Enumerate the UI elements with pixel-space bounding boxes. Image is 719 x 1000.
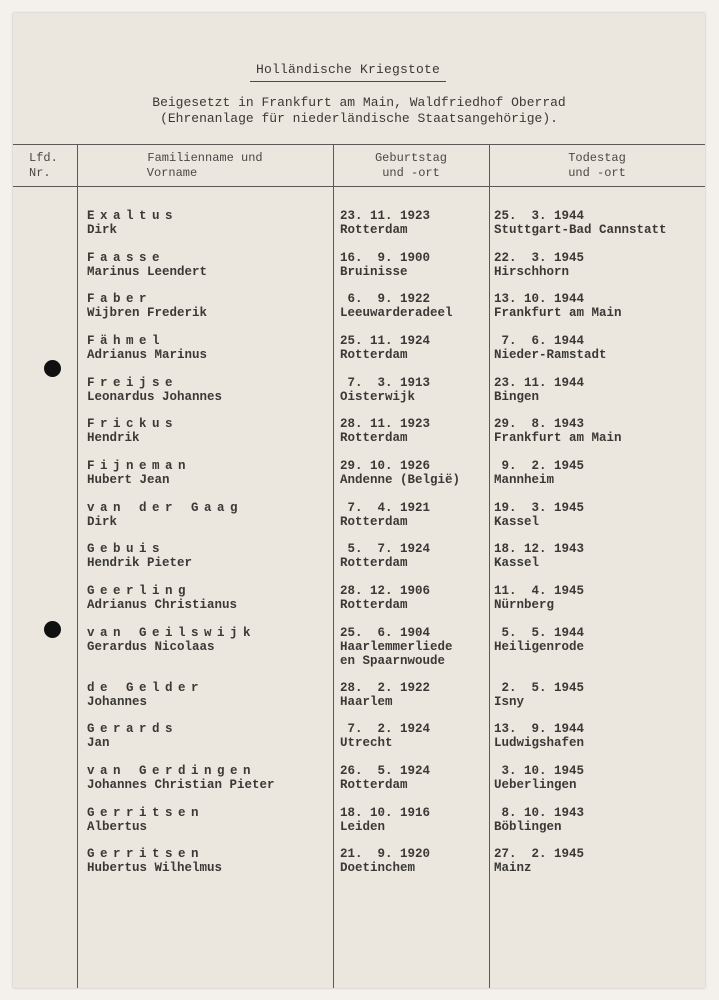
entry-given-name: Adrianus Marinus [87,348,208,362]
entry-birth-place: Oisterwijk [340,390,416,404]
entry-birth [340,764,430,792]
entry-name [87,584,237,612]
entry-birth-place: Utrecht [340,736,393,750]
entry-birth-date: 28. 11. 1923 [340,417,431,431]
document-subtitle [13,95,705,127]
entry-surname: Gerards [87,722,179,736]
entry-death-place: Ueberlingen [494,778,577,792]
entry-surname: Freijse [87,376,179,390]
column-divider [77,145,78,988]
entry-birth-date: 18. 10. 1916 [340,806,431,820]
header-name-line2: Vorname [146,166,198,180]
entry-death [494,542,584,570]
entry-death-place: Stuttgart-Bad Cannstatt [494,223,667,237]
table-top-rule [13,144,705,145]
entry-given-name: Hendrik [87,431,140,445]
entry-surname: Fähmel [87,334,166,348]
entry-death [494,806,584,834]
entry-name [87,417,178,445]
entry-name [87,681,204,709]
entry-death-date: 13. 10. 1944 [494,292,585,306]
entry-birth [340,542,430,570]
header-nr [13,151,77,181]
header-nr-line1: Lfd. [29,151,58,165]
entry-birth-place: Rotterdam [340,778,408,792]
entry-death [494,459,584,487]
entry-death-date: 7. 6. 1944 [494,334,585,348]
entry-death [494,209,667,237]
entry-surname: Exaltus [87,209,179,223]
entry-name [87,251,207,279]
entry-surname: Gebuis [87,542,166,556]
entry-death-place: Heiligenrode [494,640,585,654]
entry-given-name: Jan [87,736,110,750]
entry-birth-place: Haarlemmerliede [340,640,453,654]
entry-given-name: Leonardus Johannes [87,390,223,404]
entry-death-date: 22. 3. 1945 [494,251,585,265]
entry-surname: Geerling [87,584,192,598]
entry-surname: van der Gaag [87,501,244,515]
header-name [77,151,333,181]
entry-surname: Gerritsen [87,847,205,861]
subtitle-line: (Ehrenanlage für niederländische Staatsangehörige). [160,111,558,126]
entry-birth-place: Rotterdam [340,556,408,570]
punch-hole [44,360,61,377]
entry-death-date: 25. 3. 1944 [494,209,585,223]
entry-name [87,847,222,875]
entry-birth-date: 25. 11. 1924 [340,334,431,348]
entry-birth-place: Bruinisse [340,265,408,279]
entry-death [494,584,584,612]
entry-death-date: 27. 2. 1945 [494,847,585,861]
entry-birth-date: 5. 7. 1924 [340,542,431,556]
entry-name [87,334,207,362]
entry-birth [340,626,453,668]
document-page [13,13,705,988]
entry-death-date: 9. 2. 1945 [494,459,585,473]
entry-death-date: 29. 8. 1943 [494,417,585,431]
entry-given-name: Hubert Jean [87,473,170,487]
entry-death [494,501,584,529]
entry-death-date: 5. 5. 1944 [494,626,585,640]
entry-given-name: Adrianus Christianus [87,598,238,612]
entry-birth-date: 25. 6. 1904 [340,626,431,640]
entry-birth-date: 7. 4. 1921 [340,501,431,515]
entry-death [494,334,607,362]
entry-name [87,501,243,529]
entry-death-date: 23. 11. 1944 [494,376,585,390]
header-name-line1: Familienname und [147,151,263,165]
entry-surname: Frickus [87,417,179,431]
entry-name [87,764,275,792]
column-divider [489,145,490,988]
entry-death-place: Kassel [494,556,540,570]
entry-surname: Faber [87,292,153,306]
entry-given-name: Dirk [87,515,118,529]
entry-birth-date: 7. 2. 1924 [340,722,431,736]
entry-death-date: 8. 10. 1943 [494,806,585,820]
entry-given-name: Albertus [87,820,148,834]
entry-death-place: Kassel [494,515,540,529]
entry-given-name: Wijbren Frederik [87,306,208,320]
punch-hole [44,621,61,638]
entry-surname: Faasse [87,251,166,265]
entry-birth [340,501,430,529]
entry-birth [340,292,453,320]
entry-birth-place: Leeuwarderadeel [340,306,453,320]
entry-death-place: Mainz [494,861,532,875]
entry-death [494,376,584,404]
entry-given-name: Hendrik Pieter [87,556,193,570]
entry-birth-place: en Spaarnwoude [340,654,446,668]
entry-given-name: Dirk [87,223,118,237]
document-title: Holländische Kriegstote [255,62,441,77]
entry-birth-place: Rotterdam [340,598,408,612]
entry-birth [340,209,430,237]
entry-given-name: Johannes Christian Pieter [87,778,275,792]
entry-death [494,847,584,875]
entry-birth-date: 26. 5. 1924 [340,764,431,778]
entry-surname: van Gerdingen [87,764,257,778]
entry-death [494,722,584,750]
entry-death [494,417,622,445]
entry-death-place: Hirschhorn [494,265,570,279]
entry-birth [340,847,430,875]
entry-birth-place: Andenne (België) [340,473,461,487]
entry-name [87,542,192,570]
entry-death [494,764,584,792]
entry-death-place: Böblingen [494,820,562,834]
header-bottom-rule [13,186,705,187]
entry-name [87,626,256,654]
column-divider [333,145,334,988]
entry-birth-place: Haarlem [340,695,393,709]
entry-death-date: 2. 5. 1945 [494,681,585,695]
header-death-line2: und -ort [568,166,626,180]
entry-death-date: 3. 10. 1945 [494,764,585,778]
entry-birth [340,417,430,445]
entry-birth [340,376,430,404]
entry-given-name: Hubertus Wilhelmus [87,861,223,875]
entry-birth [340,722,430,750]
entry-death-place: Frankfurt am Main [494,431,622,445]
entry-birth [340,584,430,612]
header-birth-line1: Geburtstag [374,151,447,165]
entry-birth [340,681,430,709]
entry-death [494,626,584,654]
entry-birth [340,334,430,362]
entry-death-place: Ludwigshafen [494,736,585,750]
entry-name [87,722,178,750]
entry-given-name: Johannes [87,695,148,709]
entry-birth [340,459,460,487]
header-death [489,151,705,181]
entry-name [87,806,204,834]
entry-birth [340,251,430,279]
entry-name [87,292,207,320]
entry-surname: Gerritsen [87,806,205,820]
entry-birth-place: Rotterdam [340,348,408,362]
entry-given-name: Gerardus Nicolaas [87,640,215,654]
entry-birth-place: Rotterdam [340,431,408,445]
entry-death [494,681,584,709]
entry-name [87,376,222,404]
header-birth-line2: und -ort [382,166,440,180]
entry-death-place: Isny [494,695,525,709]
entry-name [87,209,178,237]
entry-birth-date: 21. 9. 1920 [340,847,431,861]
entry-birth-date: 28. 2. 1922 [340,681,431,695]
header-nr-line2: Nr. [29,166,51,180]
entry-death-date: 13. 9. 1944 [494,722,585,736]
header-death-line1: Todestag [568,151,626,165]
entry-birth-place: Rotterdam [340,515,408,529]
entry-birth-date: 7. 3. 1913 [340,376,431,390]
entry-death-place: Nürnberg [494,598,555,612]
entry-death-place: Nieder-Ramstadt [494,348,607,362]
entry-birth-date: 16. 9. 1900 [340,251,431,265]
entry-death-date: 18. 12. 1943 [494,542,585,556]
entry-death-date: 11. 4. 1945 [494,584,585,598]
entry-birth-place: Doetinchem [340,861,416,875]
entry-death [494,292,622,320]
entry-given-name: Marinus Leendert [87,265,208,279]
entry-birth [340,806,430,834]
entry-birth-date: 6. 9. 1922 [340,292,431,306]
entry-death [494,251,584,279]
entry-surname: Fijneman [87,459,192,473]
subtitle-line: Beigesetzt in Frankfurt am Main, Waldfriedhof Oberrad [152,95,566,110]
entry-birth-place: Leiden [340,820,386,834]
header-birth [333,151,489,181]
entry-death-place: Mannheim [494,473,555,487]
entry-birth-date: 28. 12. 1906 [340,584,431,598]
entry-surname: de Gelder [87,681,205,695]
entry-birth-date: 23. 11. 1923 [340,209,431,223]
entry-death-place: Frankfurt am Main [494,306,622,320]
entry-birth-place: Rotterdam [340,223,408,237]
entry-name [87,459,191,487]
title-underline [250,81,446,82]
entry-death-date: 19. 3. 1945 [494,501,585,515]
entry-death-place: Bingen [494,390,540,404]
entry-surname: van Geilswijk [87,626,257,640]
entry-birth-date: 29. 10. 1926 [340,459,431,473]
